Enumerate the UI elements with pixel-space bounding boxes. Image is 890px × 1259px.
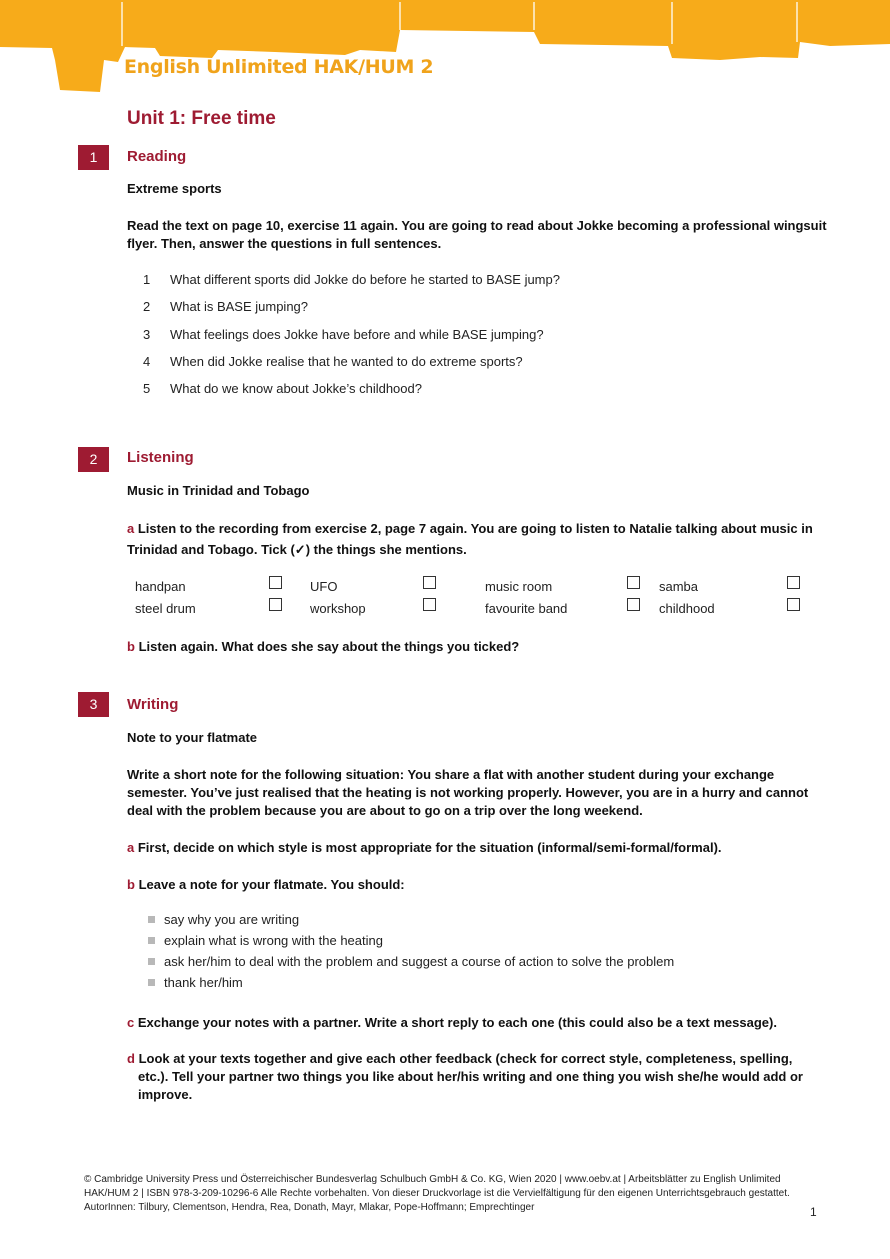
- part-letter: d: [127, 1051, 135, 1066]
- question-number: 5: [143, 381, 151, 396]
- tick-label: UFO: [310, 579, 338, 594]
- listening-part-a: [127, 518, 827, 560]
- writing-part-d: [127, 1050, 822, 1104]
- part-text: Look at your texts together and give each other feedback (check for correct style, completeness, spelling, etc.). Tell your partner two things you like about her/his writing and one thing you wish she/he would add or improve.: [138, 1051, 803, 1102]
- writing-instruction: Write a short note for the following situation: You share a flat with another student during your exchange semester. You’ve just realised that the heating is not working properly. However, you are in a hurry and cannot deal with the problem because you are about to go on a trip over the long weekend.: [127, 767, 809, 818]
- footer: [84, 1173, 804, 1215]
- tick-label: samba: [659, 579, 699, 594]
- section-number-badge: 1: [78, 145, 109, 170]
- part-letter: a: [127, 840, 135, 855]
- header-banner: [0, 0, 890, 100]
- question-number: 4: [143, 354, 151, 369]
- tick-checkbox[interactable]: [627, 598, 640, 611]
- tick-checkbox[interactable]: [423, 576, 436, 589]
- bullet-item: say why you are writing: [148, 912, 299, 927]
- tick-label: childhood: [659, 601, 715, 616]
- tick-label: workshop: [310, 601, 366, 616]
- section-subtitle: Extreme sports: [127, 181, 222, 196]
- page-number: 1: [810, 1205, 817, 1219]
- tick-checkbox[interactable]: [269, 598, 282, 611]
- writing-part-c: [127, 1014, 827, 1032]
- bullet-square-icon: [148, 916, 155, 923]
- part-text: Listen again. What does she say about the things you ticked?: [138, 639, 520, 654]
- bullet-item: thank her/him: [148, 975, 243, 990]
- bullet-square-icon: [148, 979, 155, 986]
- listening-part-b: [127, 638, 827, 656]
- bullet-square-icon: [148, 958, 155, 965]
- tick-label: music room: [485, 579, 553, 594]
- question-item: [143, 381, 422, 396]
- question-text: What different sports did Jokke do before he started to BASE jump?: [170, 272, 560, 287]
- bullet-item: explain what is wrong with the heating: [148, 933, 383, 948]
- question-item: [143, 272, 560, 287]
- question-item: [143, 299, 308, 314]
- question-item: [143, 327, 544, 342]
- tick-label: handpan: [135, 579, 186, 594]
- unit-title: Unit 1: Free time: [127, 108, 276, 129]
- question-text: What feelings does Jokke have before and while BASE jumping?: [170, 327, 544, 342]
- section-subtitle: Note to your flatmate: [127, 730, 258, 745]
- question-text: What is BASE jumping?: [170, 299, 309, 314]
- bullet-item: ask her/him to deal with the problem and suggest a course of action to solve the problem: [148, 954, 674, 969]
- bullet-square-icon: [148, 937, 155, 944]
- question-item: [143, 354, 523, 369]
- part-text: Listen to the recording from exercise 2, page 7 again. You are going to listen to Natalie talking about music in Trinidad and Tobago. Tick (✓) the things she mentions.: [127, 521, 813, 557]
- footer-copyright: © Cambridge University Press und Österreichischer Bundesverlag Schulbuch GmbH & Co. KG, Wien 2020 | www.oebv.at | Arbeitsblätter zu English Unlimited HAK/HUM 2 | ISBN 978-3-209-10296-6 Alle Rechte vorbehalten. Von dieser Druckvorlage ist die Vervielfältigung für den eigenen Unterrichtsgebrauch gestattet.: [84, 1174, 790, 1199]
- writing-part-a: [127, 839, 827, 857]
- reading-instruction: Read the text on page 10, exercise 11 again. You are going to read about Jokke becoming a professional wingsuit flyer. Then, answer the questions in full sentences.: [127, 218, 827, 251]
- footer-authors: AutorInnen: Tilbury, Clementson, Hendra, Rea, Donath, Mayr, Mlakar, Pope-Hoffmann; Emprechtinger: [84, 1202, 535, 1213]
- part-text: Exchange your notes with a partner. Write a short reply to each one (this could also be a text message).: [137, 1015, 777, 1030]
- section-number-badge: 3: [78, 692, 109, 717]
- part-text: First, decide on which style is most appropriate for the situation (informal/semi-formal/formal).: [137, 840, 722, 855]
- question-text: What do we know about Jokke’s childhood?: [170, 381, 422, 396]
- writing-part-b: [127, 876, 827, 894]
- section-title-listening: Listening: [127, 449, 194, 466]
- tick-checkbox[interactable]: [787, 576, 800, 589]
- tick-checkbox[interactable]: [269, 576, 282, 589]
- brand-title: English Unlimited HAK/HUM 2: [124, 56, 434, 78]
- part-letter: a: [127, 521, 135, 536]
- part-text: Leave a note for your flatmate. You should:: [138, 877, 405, 892]
- section-title-writing: Writing: [127, 696, 179, 713]
- tick-checkbox[interactable]: [423, 598, 436, 611]
- section-subtitle: Music in Trinidad and Tobago: [127, 483, 310, 498]
- tick-label: steel drum: [135, 601, 196, 616]
- question-number: 3: [143, 327, 151, 342]
- part-letter: b: [127, 639, 135, 654]
- question-number: 1: [143, 272, 151, 287]
- tick-checkbox[interactable]: [787, 598, 800, 611]
- section-number-badge: 2: [78, 447, 109, 472]
- question-number: 2: [143, 299, 151, 314]
- part-letter: b: [127, 877, 135, 892]
- part-letter: c: [127, 1015, 135, 1030]
- tick-checkbox[interactable]: [627, 576, 640, 589]
- question-text: When did Jokke realise that he wanted to do extreme sports?: [170, 354, 523, 369]
- tick-label: favourite band: [485, 601, 568, 616]
- section-title-reading: Reading: [127, 148, 187, 165]
